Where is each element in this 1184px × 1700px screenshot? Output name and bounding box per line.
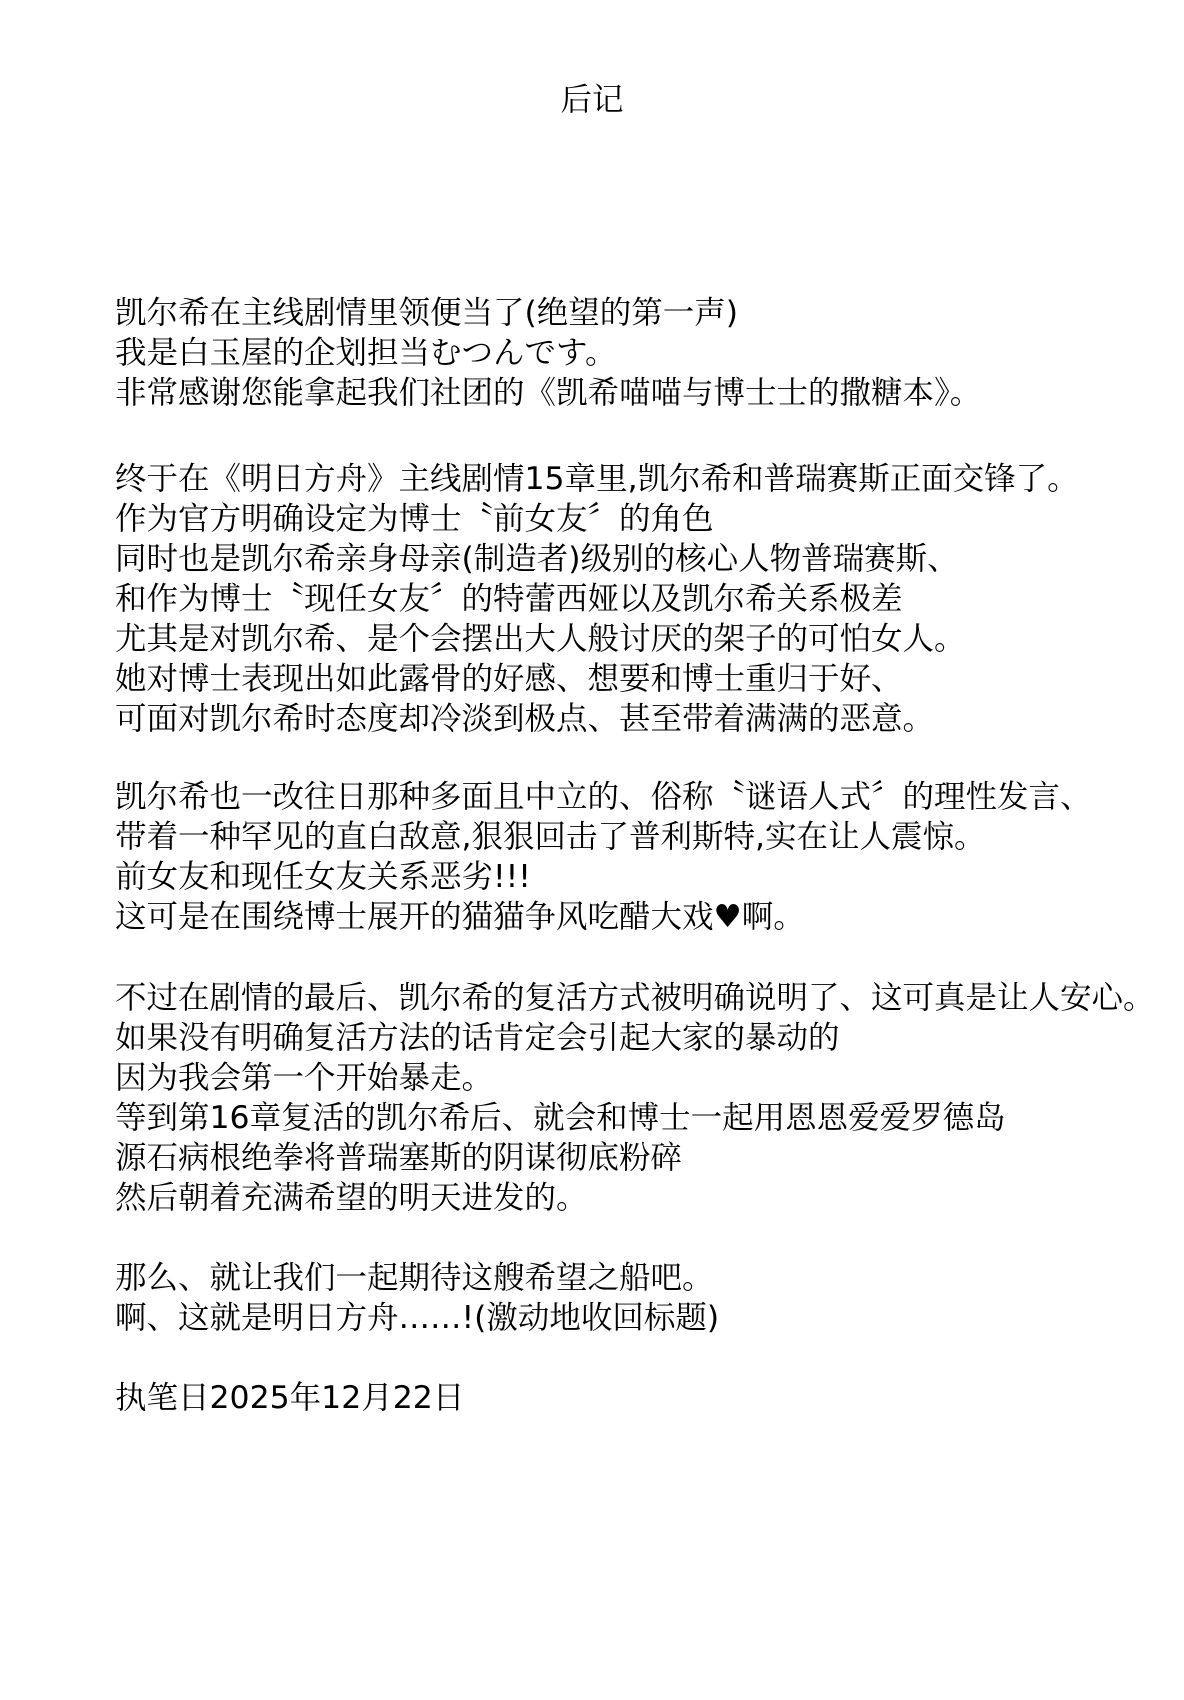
text-line: 不过在剧情的最后、凯尔希的复活方式被明确说明了、这可真是让人安心。 [115, 980, 1155, 1016]
paragraph-chapter15 [115, 459, 1175, 739]
text-line: 非常感谢您能拿起我们社团的《凯希喵喵与博士士的撒糖本》。 [115, 375, 982, 411]
text-line: 等到第16章复活的凯尔希后、就会和博士一起用恩恩爱爱罗德岛 [115, 1100, 1006, 1136]
paragraph-revival [115, 978, 1175, 1218]
text-line: 她对博士表现出如此露骨的好感、想要和博士重归于好、 [115, 661, 903, 697]
text-line: 啊、这就是明日方舟……!(激动地收回标题) [115, 1300, 720, 1336]
text-line: 我是白玉屋的企划担当むつんです。 [115, 335, 617, 371]
text-line: 凯尔希也一改往日那种多面且中立的、俗称〝谜语人式〞的理性发言、 [115, 779, 1092, 815]
text-line: 因为我会第一个开始暴走。 [115, 1060, 494, 1096]
text-line: 和作为博士〝现任女友〞的特蕾西娅以及凯尔希关系极差 [115, 581, 903, 617]
text-line: 如果没有明确复活方法的话肯定会引起大家的暴动的 [115, 1020, 840, 1056]
text-line: 可面对凯尔希时态度却冷淡到极点、甚至带着满满的恶意。 [115, 701, 935, 737]
text-line: 源石病根绝拳将普瑞塞斯的阴谋彻底粉碎 [115, 1140, 683, 1176]
text-line: 带着一种罕见的直白敌意,狠狠回击了普利斯特,实在让人震惊。 [115, 819, 986, 855]
text-line: 终于在《明日方舟》主线剧情15章里,凯尔希和普瑞赛斯正面交锋了。 [115, 461, 1079, 497]
text-line: 那么、就让我们一起期待这艘希望之船吧。 [115, 1260, 714, 1296]
text-line: 然后朝着充满希望的明天进发的。 [115, 1180, 588, 1216]
paragraph-intro [115, 293, 1175, 413]
text-line: 执笔日2025年12月22日 [115, 1380, 465, 1416]
paragraph-closing [115, 1258, 1175, 1338]
text-line: 这可是在围绕博士展开的猫猫争风吃醋大戏♥啊。 [115, 899, 805, 935]
paragraph-kaltsit-response [115, 777, 1175, 937]
text-line: 尤其是对凯尔希、是个会摆出大人般讨厌的架子的可怕女人。 [115, 621, 966, 657]
text-line: 前女友和现任女友关系恶劣!!! [115, 859, 531, 895]
writing-date [115, 1378, 1175, 1418]
page-title: 后记 [560, 82, 624, 118]
text-line: 凯尔希在主线剧情里领便当了(绝望的第一声) [115, 295, 739, 331]
text-line: 同时也是凯尔希亲身母亲(制造者)级别的核心人物普瑞赛斯、 [115, 541, 959, 577]
text-line: 作为官方明确设定为博士〝前女友〞的角色 [115, 501, 714, 537]
